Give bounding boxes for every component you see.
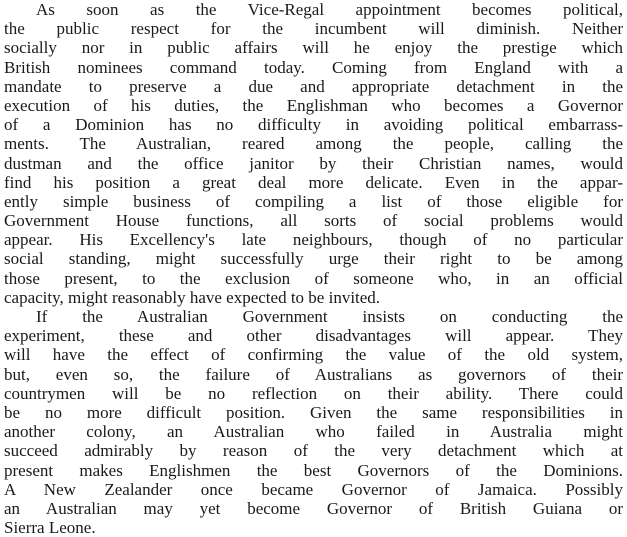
text-line: find his position a great deal more delicate. Even in the appar-	[4, 172, 623, 192]
text-line: another colony, an Australian who failed in Australia might	[4, 422, 623, 442]
text-line: experiment, these and other disadvantages will appear. They	[4, 326, 623, 346]
text-line: If the Australian Government insists on conducting the	[36, 307, 623, 326]
text-line: dustman and the office janitor by their Christian names, would	[4, 153, 623, 173]
text-line: appear. His Excellency's late neighbours, though of no particular	[4, 230, 623, 250]
text-line: present makes Englishmen the best Governors of the Dominions.	[4, 460, 623, 480]
text-line: As soon as the Vice-Regal appointment becomes political,	[36, 0, 623, 19]
text-line: succeed admirably by reason of the very detachment which at	[4, 441, 623, 461]
paragraph-1	[4, 0, 623, 307]
text-line: countrymen will be no reflection on their ability. There could	[4, 383, 623, 403]
text-line: Government House functions, all sorts of social problems would	[4, 211, 623, 231]
text-line: of a Dominion has no difficulty in avoiding political embarrass-	[4, 115, 623, 135]
text-line: A New Zealander once became Governor of Jamaica. Possibly	[4, 479, 623, 499]
text-line: Sierra Leone.	[4, 518, 96, 537]
text-line: be no more difficult position. Given the same responsibilities in	[4, 402, 623, 422]
text-line: socially nor in public affairs will he enjoy the prestige which	[4, 38, 623, 58]
text-line: will have the effect of confirming the value of the old system,	[4, 345, 623, 365]
text-line: social standing, might successfully urge their right to be among	[4, 249, 623, 269]
text-line: British nominees command today. Coming from England with a	[4, 57, 623, 77]
text-line: those present, to the exclusion of someone who, in an official	[4, 268, 623, 288]
text-line: ments. The Australian, reared among the people, calling the	[4, 134, 623, 154]
text-line: but, even so, the failure of Australians as governors of their	[4, 364, 623, 384]
text-line: the public respect for the incumbent will diminish. Neither	[4, 19, 623, 39]
text-line: an Australian may yet become Governor of British Guiana or	[4, 498, 623, 518]
text-line: execution of his duties, the Englishman who becomes a Governor	[4, 95, 623, 115]
paragraph-2	[4, 307, 623, 537]
text-line: capacity, might reasonably have expected to be invited.	[4, 287, 381, 307]
text-line: ently simple business of compiling a list of those eligible for	[4, 191, 623, 211]
text-line: mandate to preserve a due and appropriate detachment in the	[4, 76, 623, 96]
